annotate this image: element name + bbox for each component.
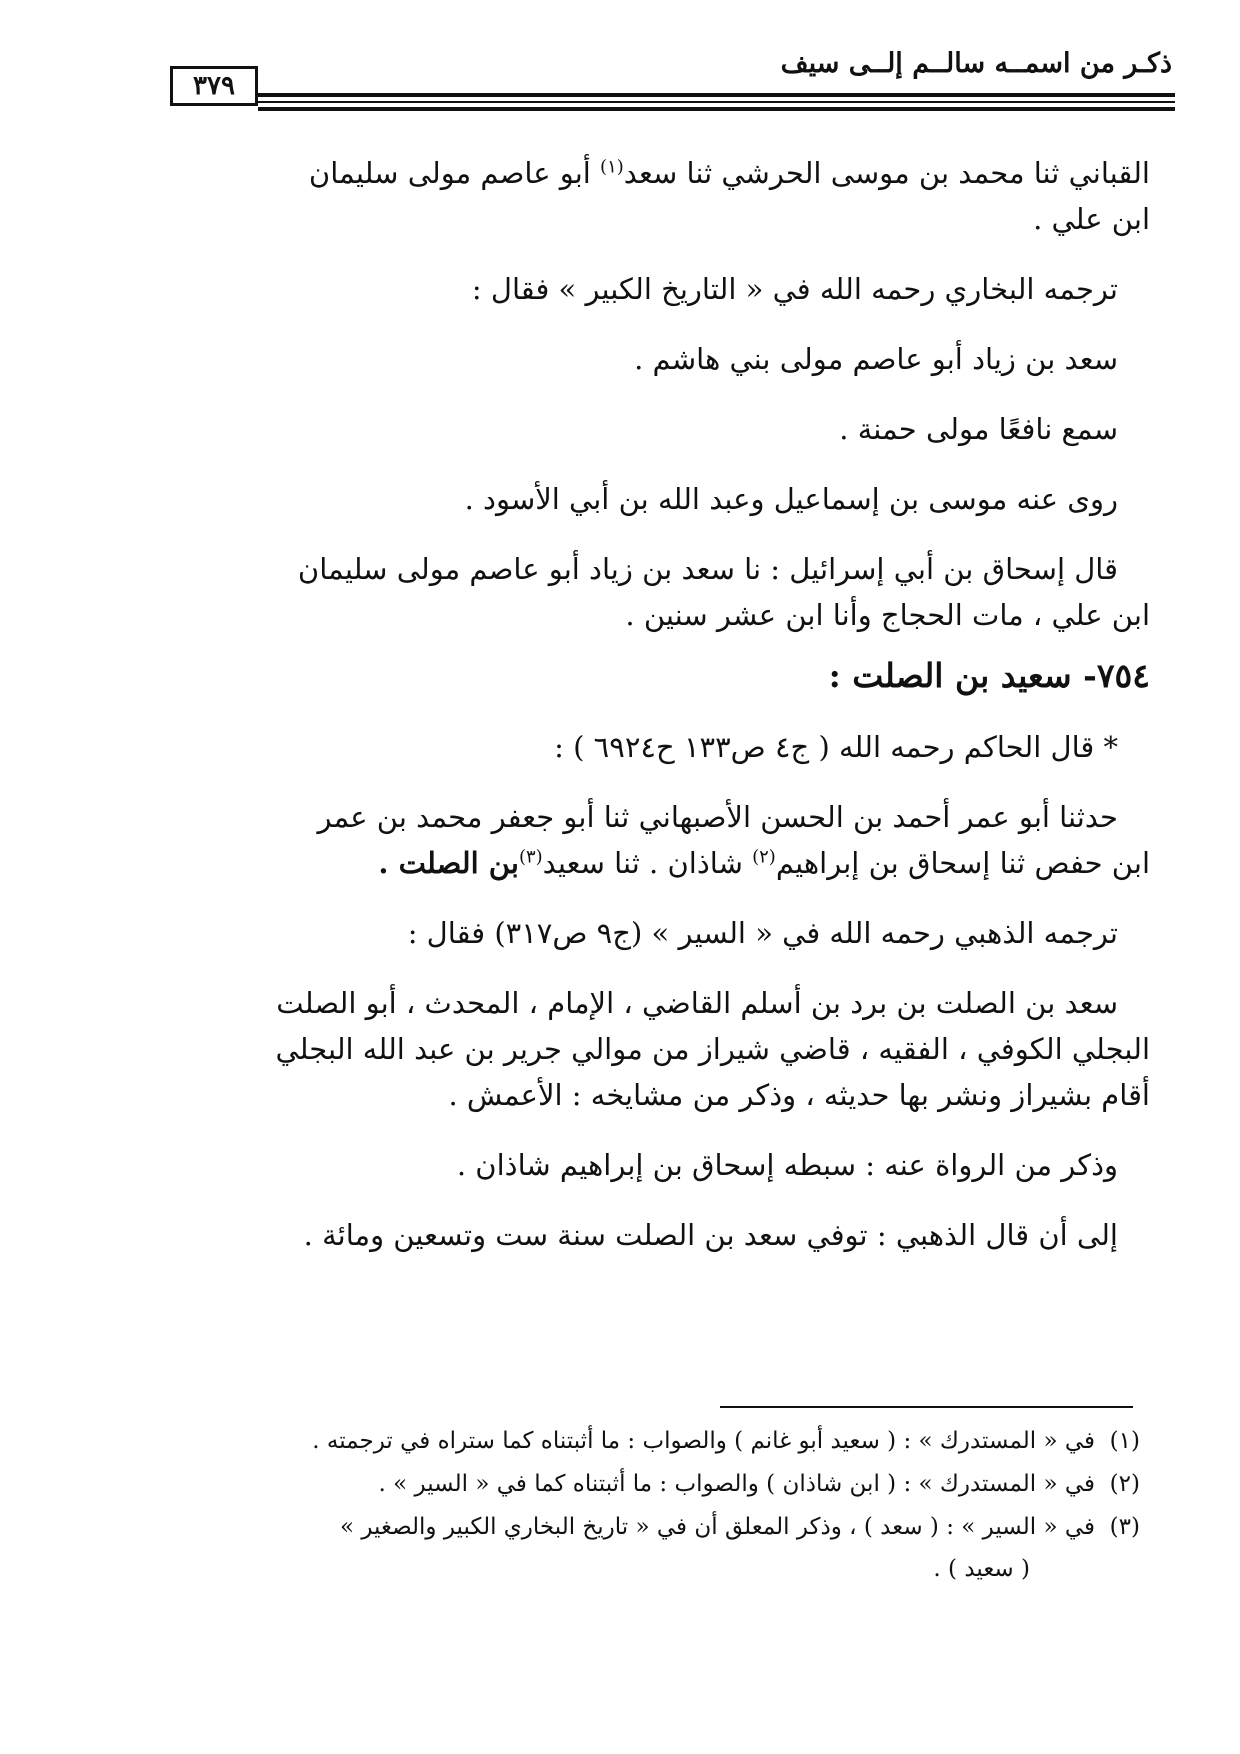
footnote-text: في « المستدرك » : ( سعيد أبو غانم ) والصواب : ما أثبتناه كما ستراه في ترجمته . [312, 1428, 1096, 1454]
header-rule [258, 93, 1175, 97]
footnote-number: (١) [1109, 1428, 1140, 1454]
paragraph: إلى أن قال الذهبي : توفي سعد بن الصلت سنة ست وتسعين ومائة . [303, 1218, 1118, 1252]
text-line [150, 150, 1150, 196]
text-run: ابن حفص ثنا إسحاق بن إبراهيم [775, 846, 1150, 880]
footnote-separator [720, 1406, 1133, 1408]
running-title: ذكـر من اسمــه سالــم إلــى سيف [780, 48, 1172, 79]
body-text [150, 150, 1150, 1258]
footnote [130, 1463, 1140, 1506]
footnote-ref: (١) [600, 156, 624, 178]
paragraph: ترجمه الذهبي رحمه الله في « السير » (ج٩ ص٣١٧) فقال : [407, 916, 1118, 950]
paragraph: روى عنه موسى بن إسماعيل وعبد الله بن أبي الأسود . [464, 482, 1118, 516]
paragraph: وذكر من الرواة عنه : سبطه إسحاق بن إبراهيم شاذان . [456, 1148, 1118, 1182]
footnote-number: (٣) [1109, 1514, 1140, 1540]
paragraph: * قال الحاكم رحمه الله ( ج٤ ص١٣٣ ح٦٩٢٤ ) : [554, 730, 1118, 764]
text-line: أقام بشيراز ونشر بها حديثه ، وذكر من مشايخه : الأعمش . [448, 1078, 1150, 1112]
text-run: شاذان . ثنا سعيد [542, 846, 753, 880]
text-line: البجلي الكوفي ، الفقيه ، قاضي شيراز من موالي جرير بن عبد الله البجلي [275, 1032, 1150, 1066]
footnote [130, 1420, 1140, 1463]
text-line: ابن علي ، مات الحجاج وأنا ابن عشر سنين . [625, 598, 1150, 632]
footnote-text: في « المستدرك » : ( ابن شاذان ) والصواب : ما أثبتناه كما في « السير » . [378, 1471, 1096, 1497]
footnote-text: في « السير » : ( سعد ) ، وذكر المعلق أن في « تاريخ البخاري الكبير والصغير » [339, 1514, 1096, 1540]
entry-heading: ٧٥٤- سعيد بن الصلت : [828, 656, 1150, 695]
footnote [130, 1506, 1140, 1549]
footnote-continuation: ( سعيد ) . [933, 1556, 1030, 1582]
paragraph: سمع نافعًا مولى حمنة . [839, 412, 1118, 446]
footnotes [130, 1420, 1140, 1589]
footnote-number: (٢) [1109, 1471, 1140, 1497]
paragraph: سعد بن الصلت بن برد بن أسلم القاضي ، الإمام ، المحدث ، أبو الصلت [276, 986, 1118, 1020]
text-line [150, 840, 1150, 886]
paragraph: سعد بن زياد أبو عاصم مولى بني هاشم . [634, 342, 1118, 376]
header-rule [258, 101, 1175, 103]
footnote-ref: (٣) [518, 846, 543, 868]
paragraph: ترجمه البخاري رحمه الله في « التاريخ الكبير » فقال : [471, 272, 1118, 306]
paragraph: قال إسحاق بن أبي إسرائيل : نا سعد بن زياد أبو عاصم مولى سليمان [297, 552, 1118, 586]
header-rule [258, 107, 1175, 111]
text-run: أبو عاصم مولى سليمان [308, 156, 601, 190]
text-run: بن الصلت . [378, 846, 519, 880]
page-number: ٣٧٩ [170, 66, 258, 106]
text-line: ابن علي . [1033, 202, 1150, 236]
text-run: القباني ثنا محمد بن موسى الحرشي ثنا سعد [623, 156, 1150, 190]
paragraph: حدثنا أبو عمر أحمد بن الحسن الأصبهاني ثنا أبو جعفر محمد بن عمر [317, 800, 1118, 834]
footnote-ref: (٢) [752, 846, 776, 868]
